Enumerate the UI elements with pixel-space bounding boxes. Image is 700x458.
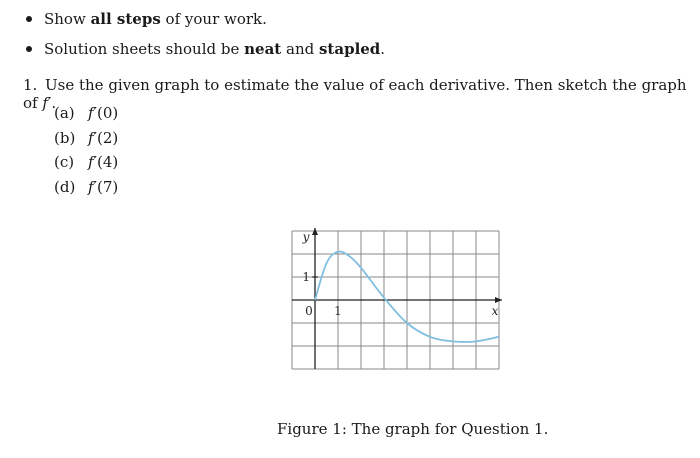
- subpart-arg: (0): [96, 104, 119, 122]
- subpart-label: (c): [54, 153, 75, 171]
- subpart-label: (d): [54, 177, 76, 196]
- subpart-list: [54, 101, 118, 199]
- question-number: 1.: [23, 76, 38, 94]
- figure-caption: Figure 1: The graph for Question 1.: [277, 420, 549, 438]
- question-symbol: f′: [42, 94, 52, 112]
- subpart-a: [54, 101, 118, 126]
- subpart-label: (a): [54, 104, 75, 122]
- function-graph: [286, 225, 508, 375]
- instruction-text: .: [380, 40, 386, 58]
- subpart-arg: (2): [96, 128, 119, 147]
- subpart-b: [54, 126, 118, 151]
- subpart-d: [54, 175, 118, 200]
- y-tick-label: 1: [302, 270, 310, 284]
- subpart-func: f′: [88, 177, 97, 196]
- subpart-c: [54, 150, 118, 175]
- subpart-func: f′: [88, 153, 97, 171]
- x-tick-label: 1: [334, 304, 342, 318]
- subpart-func: f′: [88, 128, 97, 147]
- instruction-item-1: [26, 10, 267, 28]
- subpart-arg: (4): [96, 153, 119, 171]
- x-axis-label: x: [491, 304, 499, 318]
- instruction-item-2: [26, 40, 385, 58]
- subpart-label: (b): [54, 128, 76, 147]
- instruction-text: of your work.: [160, 10, 267, 28]
- instruction-text: Show: [44, 10, 91, 28]
- instruction-bold: stapled: [318, 40, 381, 58]
- question-1: [23, 76, 700, 112]
- question-text: Use the given graph to estimate the value of each derivative. Then sketch the graph of: [23, 76, 687, 112]
- instruction-bold: all steps: [90, 10, 161, 28]
- bullet-icon: [26, 16, 32, 22]
- question-text-end: .: [51, 94, 57, 112]
- origin-label: 0: [305, 304, 313, 318]
- graph-axes: [292, 228, 502, 369]
- bullet-icon: [26, 46, 32, 52]
- subpart-arg: (7): [96, 177, 119, 196]
- instruction-text: Solution sheets should be: [44, 40, 245, 58]
- instruction-text: and: [281, 40, 319, 58]
- y-axis-label: y: [302, 230, 310, 244]
- subpart-func: f′: [88, 104, 97, 122]
- instruction-bold: neat: [244, 40, 282, 58]
